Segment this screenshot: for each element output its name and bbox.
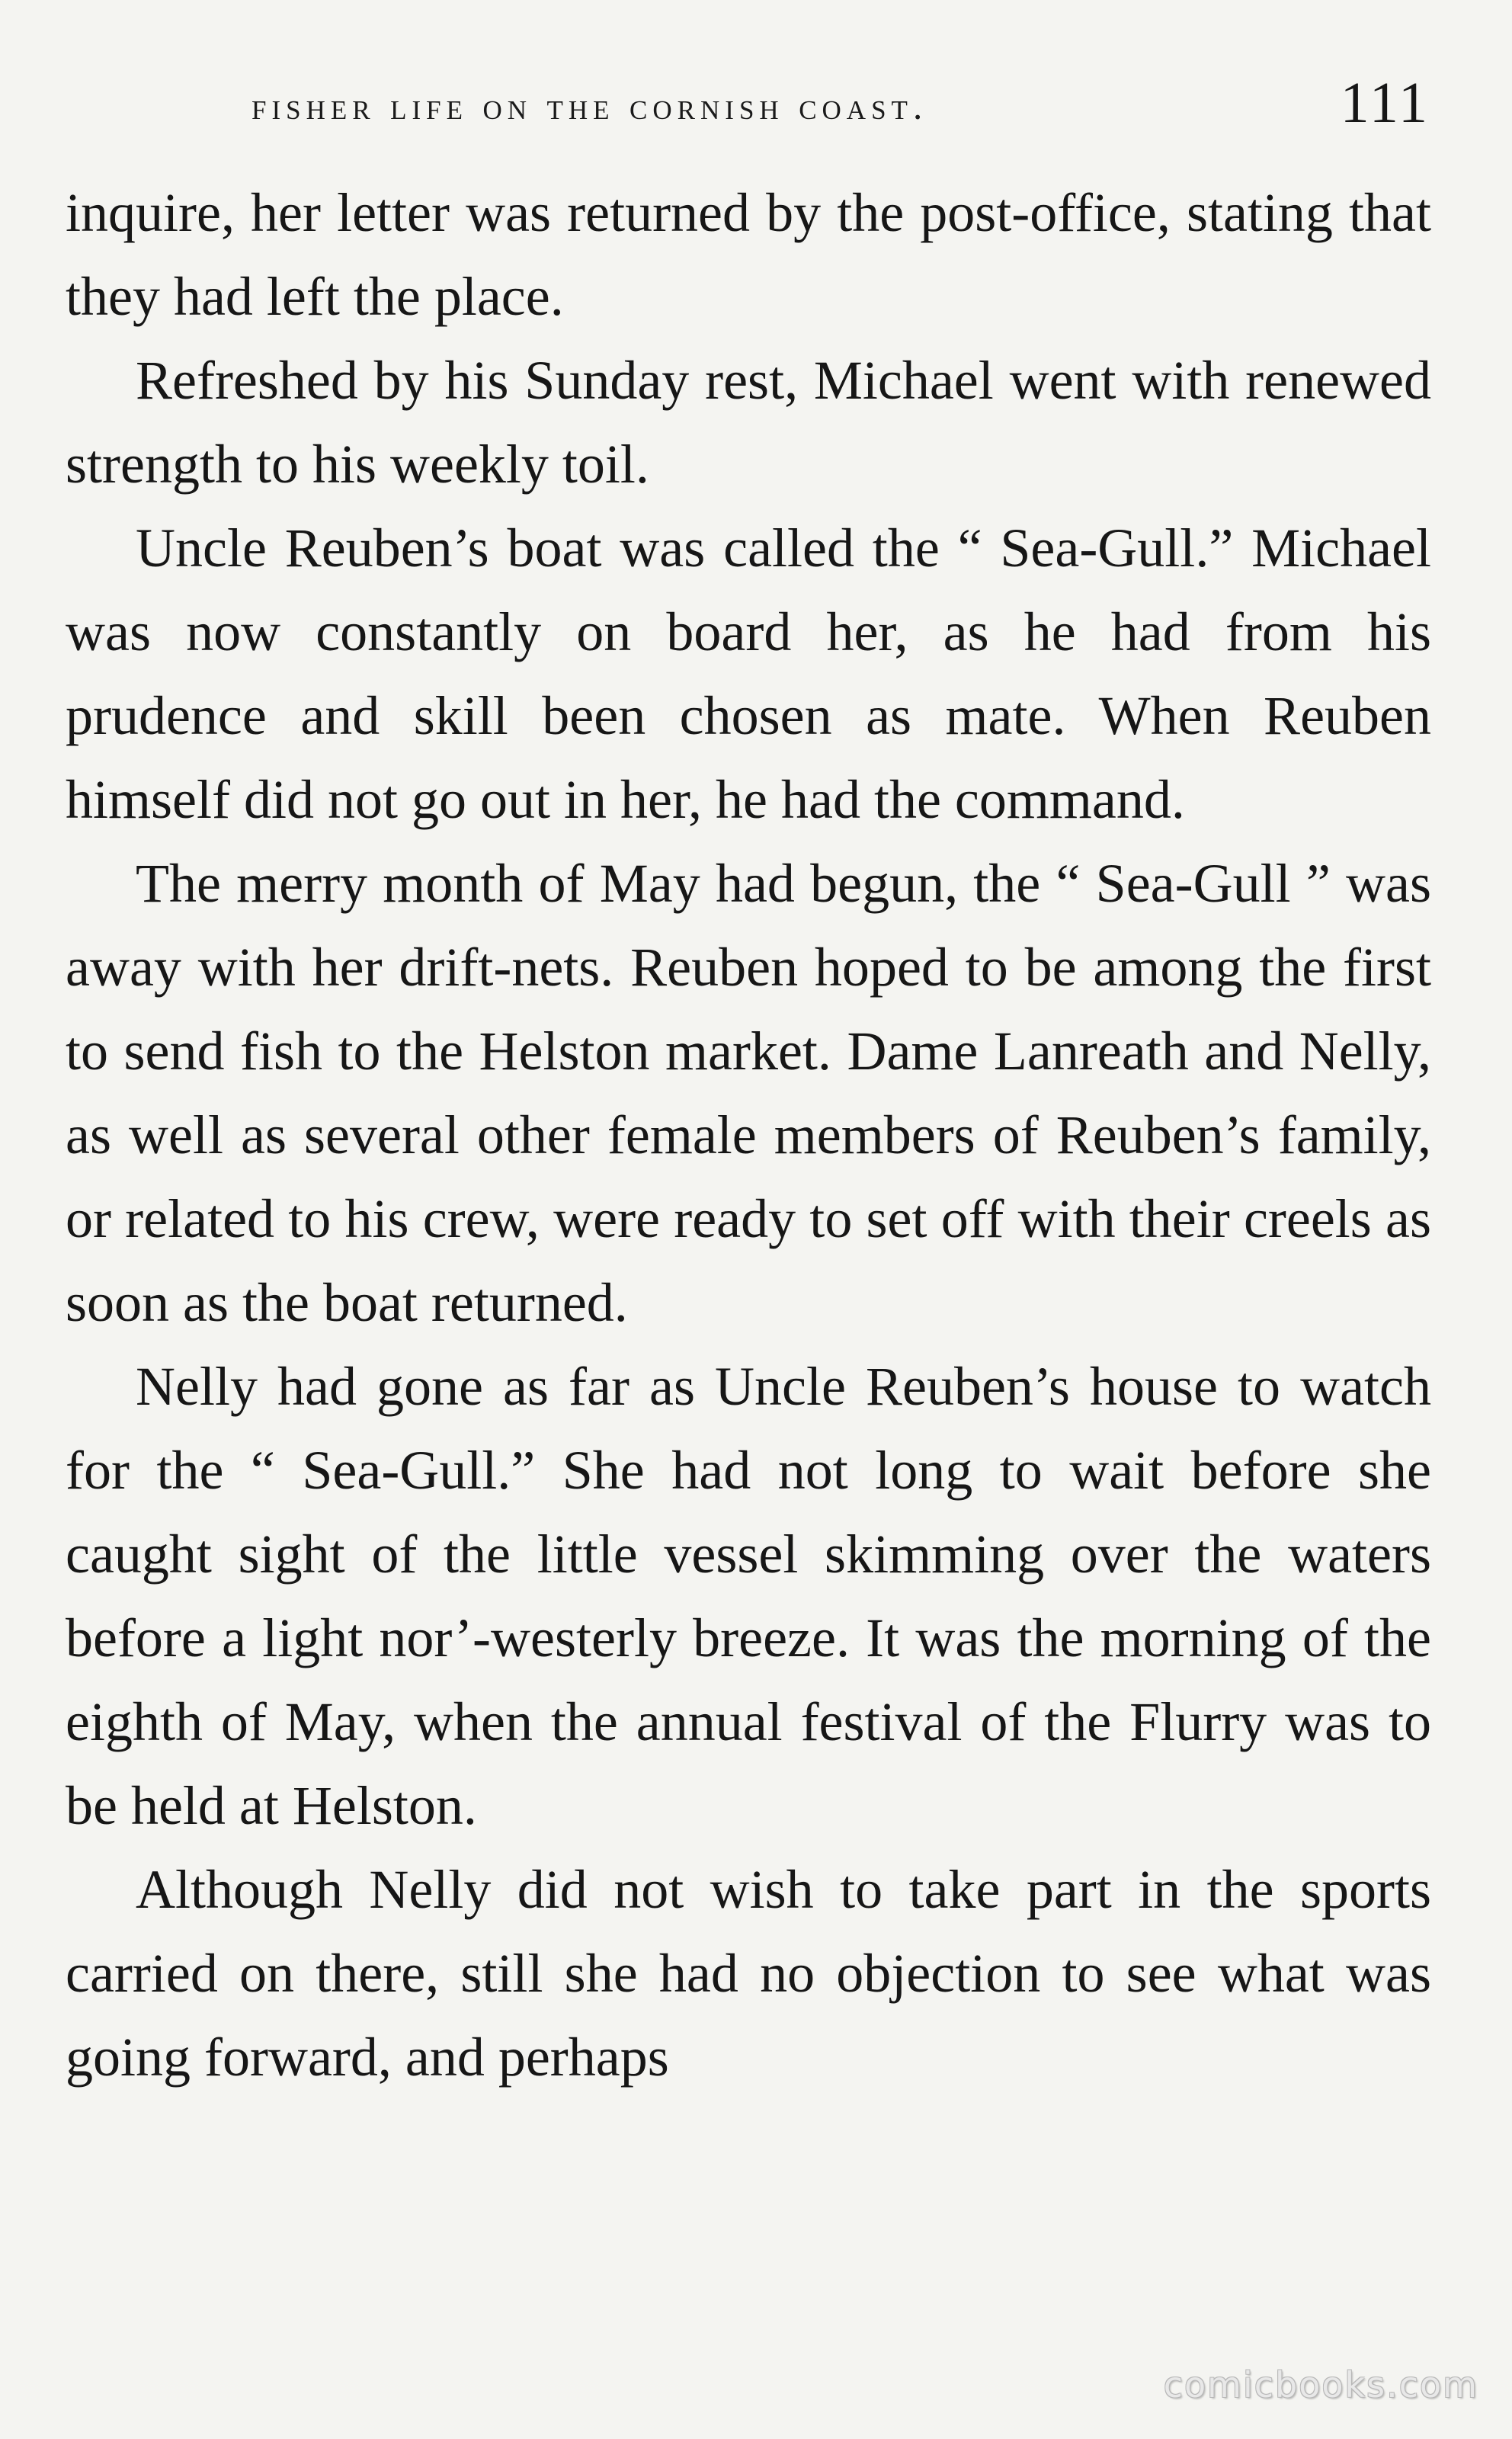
body-text [66,171,1431,2099]
paragraph-1: inquire, her letter was returned by the post-office, stating that they had left the place. [66,182,1431,327]
paragraph-5: Nelly had gone as far as Uncle Reuben’s house to watch for the “ Sea-Gull.” She had not long to wait before she caught sight of the little vessel skimming over the waters before a light nor’-westerly breeze. It was the morning of the eighth of May, when the annual festival of the Flurry was to be held at Helston. [66,1356,1431,1836]
running-head [251,70,1430,139]
paragraph-2: Refreshed by his Sunday rest, Michael went with renewed strength to his weekly toil. [66,350,1431,495]
paragraph-3: Uncle Reuben’s boat was called the “ Sea-Gull.” Michael was now constantly on board her, as he had from his prudence and skill been chosen as mate. When Reuben himself did not go out in her, he had the command. [66,518,1431,830]
watermark: comicbooks.com [1163,2364,1478,2405]
paragraph-4: The merry month of May had begun, the “ Sea-Gull ” was away with her drift-nets. Reuben hoped to be among the first to send fish to the Helston market. Dame Lanreath and Nelly, as well as several other female members of Reuben’s family, or related to his crew, were ready to set off with their creels as soon as the boat returned. [66,853,1431,1333]
running-title: fisher life on the cornish coast. [251,85,928,127]
page-number: 111 [1340,71,1430,135]
paragraph-6: Although Nelly did not wish to take part in the sports carried on there, still she had no objection to see what was going forward, and perhaps [66,1859,1431,2088]
